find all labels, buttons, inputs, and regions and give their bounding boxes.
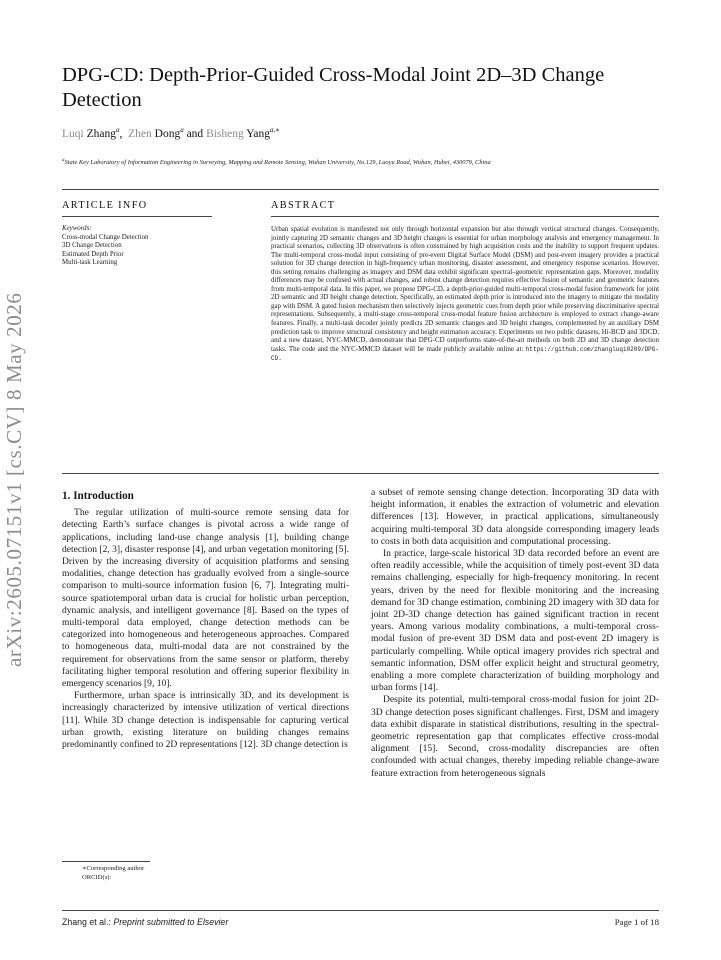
page-number: Page 1 of 18 [614,917,659,927]
author-family-name: Yang [246,127,270,140]
paragraph: a subset of remote sensing change detection. Incorporating 3D data with height information, it enables the extraction of volumetric and elevation differences [13]. However, in practical applications, simultaneously acquiring multi-temporal 3D data alongside corresponding imagery leads to costs in both data acquisition and computational processing. [371,487,659,547]
affiliation-marker: a,∗ [269,126,280,134]
paper-title: DPG-CD: Depth-Prior-Guided Cross-Modal Joint 2D–3D Change Detection [62,64,605,111]
author-list: Luqi Zhang$^a$, Zhen Dong$^a$ and Bisheng Yang$^{a,∗}$ [62,126,280,140]
keywords-label: Keywords: [62,225,92,232]
author-given-name: Bisheng [206,127,244,140]
paragraph: The regular utilization of multi-source remote sensing data for detecting Earth’s surface changes is pivotal across a wide range of applications, including land-use change analysis [1], building change detection [2, 3], disaster response [4], and urban vegetation monitoring [5]. Driven by the increasing diversity of acquisition platforms and sensing modalities, change detection has gradually evolved from a single-source comparison to multi-source information fusion [6, 7]. Integrating multi-source spatiotemporal urban data is crucial for holistic urban perception, dynamic analysis, and intelligent governance [8]. Based on the types of multi-temporal data employed, change detection methods can be categorized into homogeneous and heterogeneous approaches. Compared to homogeneous data, multi-modal data are not constrained by the requirement for observations from the same sensor or platform, thereby facilitating higher temporal resolution and offering superior flexibility in emergency scenarios [9, 10]. [62,507,349,690]
author-given-name: Zhen [128,127,152,140]
footer-left [62,917,228,927]
abstract-heading: ABSTRACT [271,200,336,211]
author-family-name: Dong [154,127,181,140]
affiliation-text: State Key Laboratory of Information Engineering in Surveying, Mapping and Remote Sensing, Wuhan University, No.129, Luoyu Road, Wuhan, Hubei, 430079, China [64,159,491,167]
code-link[interactable]: https://github.com/zhangluqi0209/DPG-CD. [271,345,659,363]
right-column [371,487,659,780]
corresponding-author-note: ∗Corresponding author [82,865,145,872]
footnotes [82,864,282,882]
abstract-text: Urban spatial evolution is manifested not only through horizontal expansion but also through vertical structural changes. Consequently, jointly capturing 2D semantic changes and 3D height changes is essential for urban morphology analysis and emergency management. In practical scenarios, collecting 3D observations is often constrained by high acquisition costs and the inability to support frequent updates. The multi-temporal cross-modal input consisting of pre-event Digital Surface Model (DSM) and post-event imagery provides a practical solution for 3D change detection in high-frequency urban monitoring, disaster assessment, and emergency response scenarios. However, this setting remains challenging as imagery and DSM data exhibit significant spectral–geometric representation gaps. Moreover, modality differences may be confused with actual changes, and robust change detection requires effective fusion of semantic and geometric features from multi-temporal data. In this paper, we propose DPG-CD, a depth-prior-guided multi-temporal cross-modal fusion framework for joint 2D semantic and 3D height change detection. Specifically, an estimated depth prior is introduced into the imagery to mitigate the modality gap with DSM. A gated fusion mechanism then selectively injects geometric cues from depth prior while preserving discriminative spectral representations. Subsequently, a multi-stage cross-temporal cross-modal feature fusion architecture is employed to extract change-aware features. Finally, a multi-task decoder jointly predicts 2D semantic changes and 3D height changes, complemented by an auxiliary DSM prediction task to improve structural consistency and height estimation accuracy. Experiments on two public datasets, Hi-BCD and 3DCD, and a new dataset, NYC-MMCD, demonstrate that DPG-CD outperforms state-of-the-art methods on both 2D and 3D change detection tasks. The code and the NYC-MMCD dataset will be made publicly available online at: [271,225,659,353]
orcid-note: ORCID(s): [82,874,112,881]
footer-journal: Preprint submitted to Elsevier [113,917,229,927]
footnote-divider [62,861,150,862]
author-conjunction: and [186,127,204,140]
left-column [62,490,349,751]
abstract-body [271,225,659,364]
paragraph: In practice, large-scale historical 3D data recorded before an event are often readily accessible, while the acquisition of timely post-event 3D data remains challenging, especially for high-frequency monitoring. In recent years, driven by the need for flexible monitoring and the increasing demand for 3D change estimation, combining 2D imagery with 3D data for joint 2D-3D change detection has gained significant traction in recent years. Among various modality combinations, a multi-temporal cross-modal fusion of pre-event 3D DSM data and post-event 2D imagery is particularly compelling. While optical imagery provides rich spectral and semantic information, DSM offer explicit height and structural geometry, enabling a more complete characterization of building morphology and urban forms [14]. [371,548,659,694]
keyword-item: Multi-task Learning [62,259,118,267]
author-given-name: Luqi [62,127,84,140]
affiliation [62,157,622,168]
keyword-item: Cross-modal Change Detection [62,233,149,241]
article-info-heading: ARTICLE INFO [62,200,148,211]
author-family-name: Zhang [86,127,116,140]
abstract-bottom-divider [62,473,659,474]
article-info-divider [62,216,212,217]
affiliation-marker: a [180,126,184,134]
footer-author: Zhang et al.: [62,917,111,927]
paragraph: Despite its potential, multi-temporal cross-modal fusion for joint 2D-3D change detection poses significant challenges. First, DSM and imagery data exhibit disparate in statistical distributions, resulting in the spectral-geometric representation gap that complicates effective cross-modal alignment [15]. Second, cross-modality discrepancies are often confounded with actual changes, thereby impeding reliable change-aware feature extraction from heterogeneous signals [371,694,659,779]
keyword-item: 3D Change Detection [62,242,122,250]
keywords-block [62,225,212,268]
header-divider [62,189,659,190]
paragraph: Furthermore, urban space is intrinsically 3D, and its development is increasingly characterized by intensive utilization of vertical directions [11]. While 3D change detection is indispensable for capturing vertical urban growth, existing literature on building changes remains predominantly confined to 2D representations [12]. 3D change detection is [62,690,349,751]
keyword-item: Estimated Depth Prior [62,250,124,258]
footer-divider [62,910,659,911]
affiliation-marker: a [62,158,65,163]
section-heading: 1. Introduction [62,490,134,502]
arxiv-identifier: arXiv:2605.07151v1 [cs.CV] 8 May 2026 [2,292,26,668]
affiliation-marker: a [116,126,120,134]
abstract-divider [271,216,659,217]
